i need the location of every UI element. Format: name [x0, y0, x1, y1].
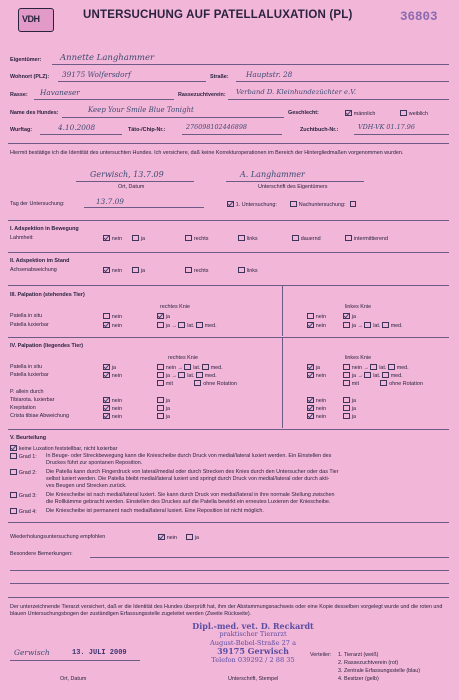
sex-male[interactable]: männlich: [345, 110, 375, 117]
street-label: Straße:: [210, 74, 229, 80]
intro-text: Hiermit bestätige ich die Identität des untersuchten Hundes. Ich versichere, daß keine Korrekturoperationen im Bereich der Hintergliedmaßen vorgenommen wurden.: [10, 150, 404, 156]
place-date-label: Ort, Datum: [118, 184, 145, 190]
owner-signature-label: Unterschrift des Eigentümers: [258, 184, 328, 190]
studbook-value: VDH-VK 01.17.96: [358, 123, 415, 131]
male-checkbox[interactable]: [345, 110, 352, 117]
section-4-title: IV. Palpation (liegendes Tier): [10, 343, 84, 349]
studbook-label: Zuchtbuch-Nr.:: [300, 127, 339, 133]
street-value: Hauptstr. 28: [246, 70, 293, 79]
first-exam[interactable]: 1. Untersuchung:: [227, 201, 277, 208]
plz-label: Wohnort (PLZ):: [10, 74, 50, 80]
vdh-logo: VDH: [18, 8, 54, 32]
club-label: Rassezuchtverein:: [178, 92, 226, 98]
section-3-title: III. Palpation (stehendes Tier): [10, 292, 85, 298]
vet-place: Gerwisch: [14, 648, 50, 657]
owner-label: Eigentümer:: [10, 57, 42, 63]
repeat-recommended-label: Wiederholungsuntersuchung empfohlen: [10, 534, 106, 540]
chip-label: Täto-/Chip-Nr.:: [128, 127, 166, 133]
lameness-label: Lahmheit:: [10, 235, 34, 241]
axis-deviation-label: Achsenabweichung: [10, 267, 57, 273]
left-knee-label: linkes Knie: [345, 304, 372, 310]
vet-date-stamp: 13. JULI 2009: [72, 649, 127, 657]
birth-label: Wurftag:: [10, 127, 33, 133]
right-knee-label: rechtes Knie: [160, 304, 190, 310]
dog-name-value: Keep Your Smile Blue Tonight: [88, 106, 194, 114]
remarks-label: Besondere Bemerkungen:: [10, 551, 73, 557]
first-exam-checkbox[interactable]: [227, 201, 234, 208]
vet-declaration: Der unterzeichnende Tierarzt versichert, daß er die Identität des Hundes überprüft hat, ihm der Abstammungsnachweis oder eine Kopie desselben vorgelegt wurde und die roten und blauen Untersuchungsbogen der zuständigen Erfassungsstelle zugeleitet werden (Zweite Rückseite).: [10, 604, 443, 617]
form-title: UNTERSUCHUNG AUF PATELLALUXATION (PL): [83, 9, 353, 21]
owner-signature: A. Langhammer: [240, 170, 305, 179]
no-luxation-checkbox[interactable]: [10, 445, 17, 452]
sex-label: Geschlecht:: [288, 110, 319, 116]
form-number: 36803: [400, 10, 438, 24]
breed-label: Rasse:: [10, 92, 28, 98]
section-2-title: II. Adspektion im Stand: [10, 258, 70, 264]
exam-date-value: 13.7.09: [96, 197, 124, 206]
vet-stamp: Dipl.-med. vet. D. Reckardt praktischer Tierarzt August-Bebel-Straße 27 a 39175 Gerwisch Telefon 039292 / 2 88 35: [192, 621, 314, 664]
chip-value: 276098102446898: [186, 123, 247, 131]
sex-female[interactable]: weiblich: [400, 110, 428, 117]
repeat-exam-checkbox[interactable]: [290, 201, 297, 208]
section-1-title: I. Adspektion in Bewegung: [10, 226, 79, 232]
repeat-exam[interactable]: Nachuntersuchung:: [290, 201, 358, 208]
club-value: Verband D. Kleinhundezüchter e.V.: [236, 88, 357, 96]
lameness-no-checkbox[interactable]: [103, 235, 110, 242]
owner-place-date: Gerwisch, 13.7.09: [90, 170, 164, 179]
birth-value: 4.10.2008: [58, 123, 96, 132]
owner-value: Annette Langhammer: [60, 53, 155, 63]
female-checkbox[interactable]: [400, 110, 407, 117]
dog-name-label: Name des Hundes:: [10, 110, 59, 116]
exam-date-label: Tag der Untersuchung:: [10, 201, 65, 207]
plz-value: 39175 Wolfersdorf: [62, 70, 131, 79]
breed-value: Havaneser: [40, 88, 80, 97]
section-5-title: V. Beurteilung: [10, 435, 47, 441]
